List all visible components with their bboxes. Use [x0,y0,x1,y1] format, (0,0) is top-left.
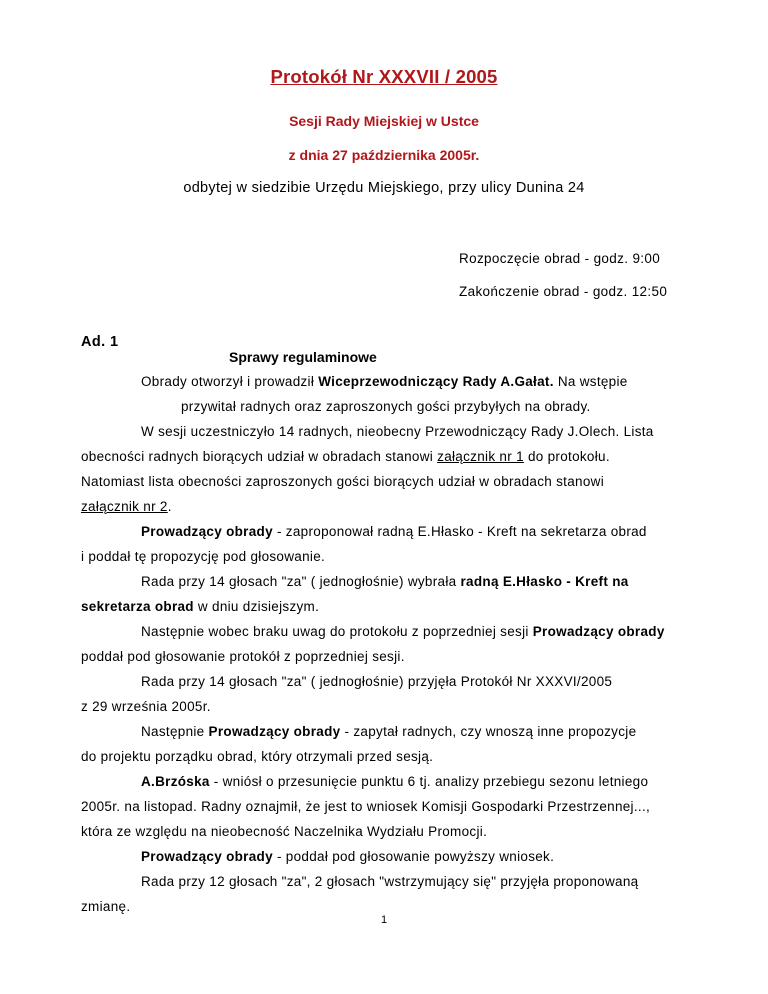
body-line: Obrady otworzył i prowadził Wiceprzewodniczący Rady A.Gałat. Na wstępie [141,374,628,389]
body-line: Prowadzący obrady - poddał pod głosowanie powyższy wniosek. [141,849,555,864]
attachment-1-ref: załącznik nr 1 [437,449,524,464]
body-line: Następnie wobec braku uwag do protokołu z poprzedniej sesji Prowadzący obrady [141,624,665,639]
body-line: Prowadzący obrady - zaproponował radną E.Hłasko - Kreft na sekretarza obrad [141,524,647,539]
session-subtitle: Sesji Rady Miejskiej w Ustce [289,113,479,129]
document-title: Protokół Nr XXXVII / 2005 [270,66,498,87]
start-time: Rozpoczęcie obrad - godz. 9:00 [459,251,661,266]
session-date: z dnia 27 października 2005r. [288,147,480,163]
body-line: przywitał radnych oraz zaproszonych gości przybyłych na obrady. [181,399,591,414]
body-line: Natomiast lista obecności zaproszonych gości biorących udział w obradach stanowi [81,474,604,489]
page-number: 1 [380,914,388,926]
body-line: W sesji uczestniczyło 14 radnych, nieobecny Przewodniczący Rady J.Olech. Lista [141,424,654,439]
body-line: Rada przy 14 głosach "za" ( jednogłośnie) przyjęła Protokół Nr XXXVI/2005 [141,674,613,689]
attachment-2-ref: załącznik nr 2 [81,499,168,514]
body-line: zmianę. [81,899,131,914]
section-number: Ad. 1 [81,334,119,350]
body-line: obecności radnych biorących udział w obradach stanowi załącznik nr 1 do protokołu. [81,449,610,464]
body-line: załącznik nr 2. [81,499,172,514]
body-line: z 29 września 2005r. [81,699,211,714]
body-line: Rada przy 14 głosach "za" ( jednogłośnie) wybrała radną E.Hłasko - Kreft na [141,574,629,589]
body-line: A.Brzóska - wniósł o przesunięcie punktu 6 tj. analizy przebiegu sezonu letniego [141,774,649,789]
end-time: Zakończenie obrad - godz. 12:50 [459,284,668,299]
body-line: sekretarza obrad w dniu dzisiejszym. [81,599,320,614]
body-line: poddał pod głosowanie protokół z poprzedniej sesji. [81,649,405,664]
body-line: Rada przy 12 głosach "za", 2 głosach "wstrzymujący się" przyjęła proponowaną [141,874,639,889]
body-line: i poddał tę propozycję pod głosowanie. [81,549,326,564]
body-line: do projektu porządku obrad, który otrzymali przed sesją. [81,749,434,764]
body-line: 2005r. na listopad. Radny oznajmił, że jest to wniosek Komisji Gospodarki Przestrzennej..., [81,799,651,814]
section-title: Sprawy regulaminowe [229,349,377,365]
session-venue: odbytej w siedzibie Urzędu Miejskiego, przy ulicy Dunina 24 [183,180,585,196]
body-line: Następnie Prowadzący obrady - zapytał radnych, czy wnoszą inne propozycje [141,724,637,739]
body-line: która ze względu na nieobecność Naczelnika Wydziału Promocji. [81,824,488,839]
